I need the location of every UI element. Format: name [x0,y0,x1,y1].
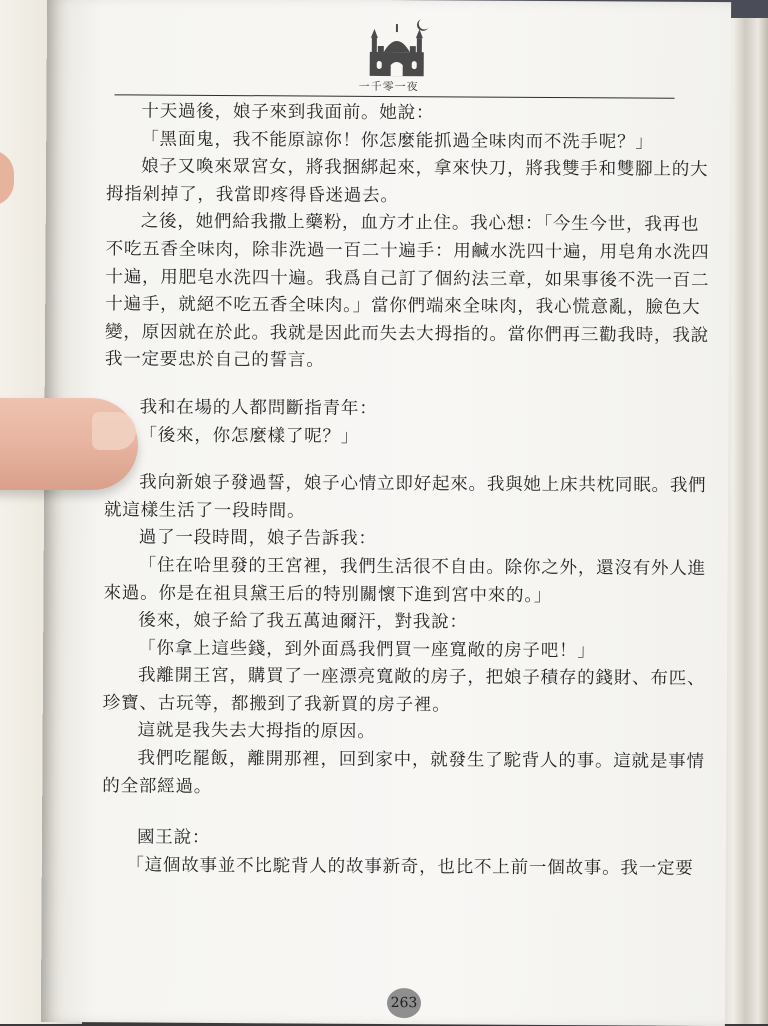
paragraph: 就這樣生活了一段時間。 [103,499,306,522]
paragraph: 這就是我失去大拇指的原因。 [137,720,376,743]
paragraph: 國王說： [136,827,211,849]
body-text [102,98,710,883]
paragraph: 後來，娘子給了我五萬迪爾汗，對我說： [138,610,468,633]
paragraph: 之後，她們給我撒上藥粉，血方才止住。我心想：「今生今世，我再也 [140,211,700,236]
running-title: 一千零一夜 [358,79,419,94]
paragraph: 娘子又喚來眾宮女，將我捆綁起來，拿來快刀，將我雙手和雙腳上的大 [141,156,709,181]
paragraph: 我一定要忠於自己的誓言。 [104,349,325,371]
paragraph: 「這個故事並不比駝背人的故事新奇，也比不上前一個故事。我一定要 [126,855,694,879]
paragraph: 珍寶、古玩等，都搬到了我新買的房子裡。 [102,693,451,716]
paragraph: 我向新娘子發過誓，娘子心情立即好起來。我與她上床共枕同眠。我們 [139,472,707,497]
paragraph: 拇指剁掉了，我當即疼得昏迷過去。 [105,184,399,206]
paragraph: 變，原因就在於此。我就是因此而失去大拇指的。當你們再三勸我時，我說 [105,322,710,346]
paragraph: 過了一段時間，娘子告訴我： [138,527,377,550]
paragraph: 十遍手，就絕不吃五香全味肉。」當你們端來全味肉，我心慌意亂，臉色大 [105,294,701,319]
paragraph: 來過。你是在祖貝黛王后的特別關懷下進到宮中來的。」 [103,582,553,606]
paragraph: 「後來，你怎麼樣了呢？」 [139,425,360,447]
paragraph: 十天過後，娘子來到我面前。她說： [141,101,435,124]
mosque-crescent-icon [362,16,432,78]
paragraph: 我離開王宮，購買了一座漂亮寬敞的房子，把娘子積存的錢財、布匹、 [137,665,706,690]
paragraph: 的全部經過。 [102,775,213,797]
thumbnail [92,412,136,450]
paragraph: 十遍，用肥皂水洗四十遍。我爲自己訂了個約法三章，如果事後不洗一百二 [105,266,710,291]
paragraph: 我和在場的人都問斷指青年： [139,397,378,419]
paragraph: 我們吃罷飯，離開那裡，回到家中，就發生了駝背人的事。這就是事情 [137,748,705,773]
page-number: 263 [387,988,421,1018]
paragraph: 「黑面鬼，我不能原諒你！你怎麼能抓過全味肉而不洗手呢？」 [141,129,654,153]
paragraph: 「你拿上這些錢，到外面爲我們買一座寬敞的房子吧！」 [138,638,596,661]
paragraph: 不吃五香全味肉，除非洗過一百二十遍手：用鹹水洗四十遍，用皂角水洗四 [105,239,710,263]
paragraph: 「住在哈里發的王宮裡，我們生活很不自由。除你之外，還沒有外人進 [138,555,707,579]
book-page [41,0,731,1026]
